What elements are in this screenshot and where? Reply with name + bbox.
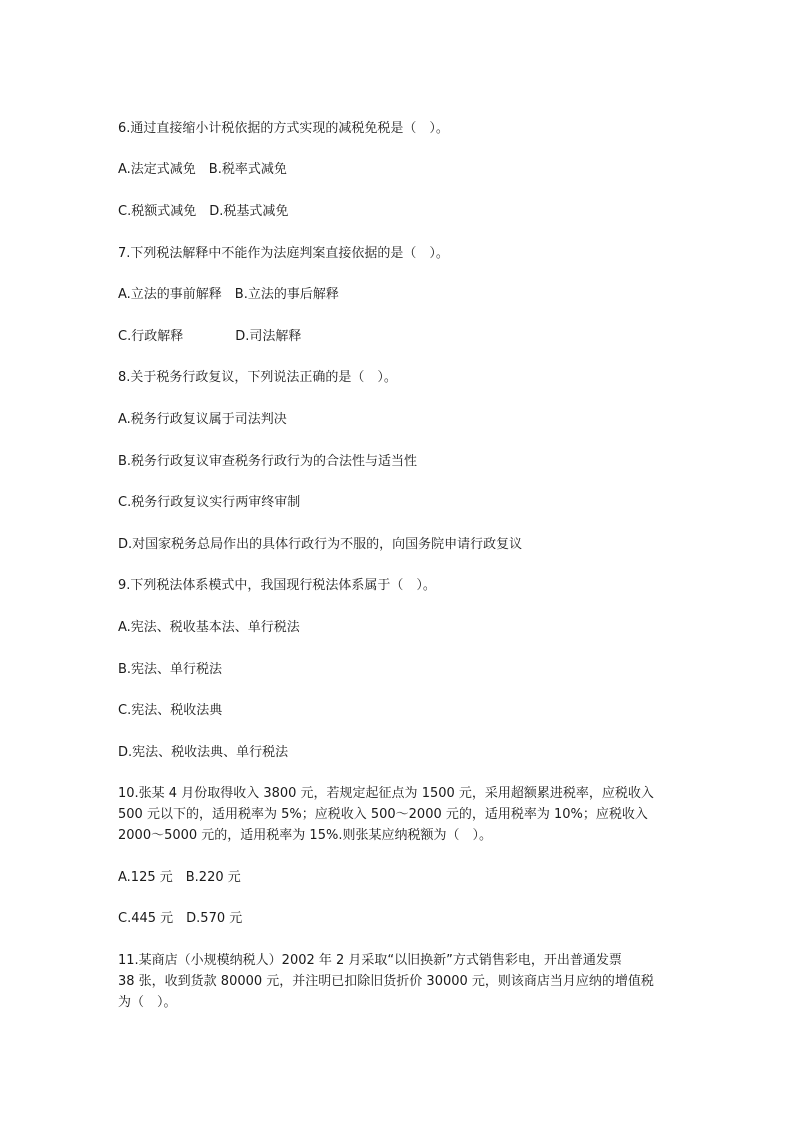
question-10-line-2: 500 元以下的，适用税率为 5%；应税收入 500～2000 元的，适用税率为 10%；应税收入	[118, 807, 648, 822]
question-8-option-d: D.对国家税务总局作出的具体行政行为不服的，向国务院申请行政复议	[118, 537, 523, 552]
question-7-options-cd: C.行政解释 D.司法解释	[118, 329, 302, 344]
question-10-line-3: 2000～5000 元的，适用税率为 15%.则张某应纳税额为（ ）。	[118, 828, 492, 843]
question-10-options-ab: A.125 元 B.220 元	[118, 870, 241, 885]
question-11-line-1: 11.某商店（小规模纳税人）2002 年 2 月采取“以旧换新”方式销售彩电，开出普通发票	[118, 953, 622, 968]
question-6-options-cd: C.税额式减免 D.税基式减免	[118, 204, 289, 219]
question-10-options-cd: C.445 元 D.570 元	[118, 911, 243, 926]
question-11-line-3: 为（ ）。	[118, 995, 177, 1010]
question-8-option-b: B.税务行政复议审查税务行政行为的合法性与适当性	[118, 454, 418, 469]
question-8: 8.关于税务行政复议，下列说法正确的是（ ）。	[118, 370, 397, 385]
question-10	[118, 783, 678, 846]
question-7-options-ab: A.立法的事前解释 B.立法的事后解释	[118, 287, 339, 302]
question-9: 9.下列税法体系模式中，我国现行税法体系属于（ ）。	[118, 578, 436, 593]
question-9-option-b: B.宪法、单行税法	[118, 662, 223, 677]
question-8-option-c: C.税务行政复议实行两审终审制	[118, 495, 301, 510]
question-6-options-ab: A.法定式减免 B.税率式减免	[118, 162, 287, 177]
question-8-option-a: A.税务行政复议属于司法判决	[118, 412, 287, 427]
question-10-line-1: 10.张某 4 月份取得收入 3800 元，若规定起征点为 1500 元，采用超额累进税率，应税收入	[118, 786, 654, 801]
question-9-option-a: A.宪法、税收基本法、单行税法	[118, 620, 300, 635]
question-11	[118, 950, 678, 1013]
question-6: 6.通过直接缩小计税依据的方式实现的减税免税是（ ）。	[118, 121, 449, 136]
question-9-option-c: C.宪法、税收法典	[118, 703, 223, 718]
question-7: 7.下列税法解释中不能作为法庭判案直接依据的是（ ）。	[118, 246, 449, 261]
question-9-option-d: D.宪法、税收法典、单行税法	[118, 745, 289, 760]
question-11-line-2: 38 张，收到货款 80000 元，并注明已扣除旧货折价 30000 元，则该商店当月应纳的增值税	[118, 974, 654, 989]
